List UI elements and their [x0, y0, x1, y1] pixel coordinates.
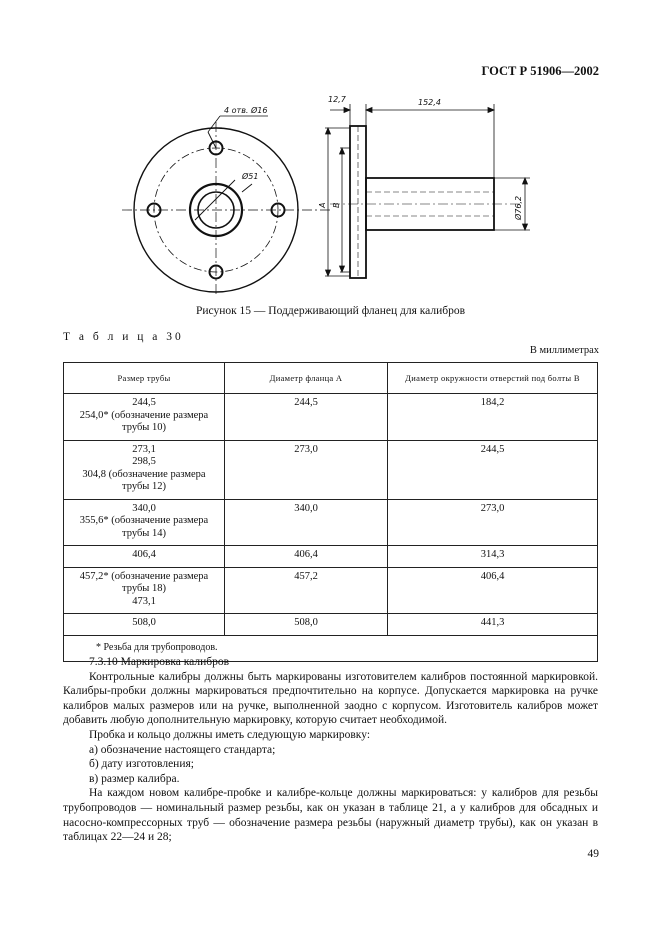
thickness-label: 12,7 [328, 95, 346, 104]
cell-line: 355,6* (обозначение размера [79, 515, 209, 526]
cell-line: трубы 18) [122, 583, 166, 594]
cell-pipe-size [64, 499, 225, 546]
cell-line: 406,4 [132, 549, 156, 560]
cell-bolt-circle: 244,5 [388, 440, 598, 499]
length-label: 152,4 [418, 98, 441, 107]
holes-label: 4 отв. Ø16 [224, 106, 268, 115]
data-table [63, 362, 598, 662]
cell-flange-diameter: 340,0 [225, 499, 388, 546]
cell-flange-diameter: 406,4 [225, 546, 388, 568]
cell-pipe-size [64, 614, 225, 636]
flange-drawing [120, 92, 540, 297]
header-bolt-circle: Диаметр окружности отверстий под болты B [388, 363, 598, 394]
cell-flange-diameter: 457,2 [225, 567, 388, 614]
table-row [64, 440, 598, 499]
table-header-row [64, 363, 598, 394]
cell-line: 298,5 [132, 456, 156, 467]
list-item: в) размер калибра. [89, 772, 180, 785]
table-row [64, 499, 598, 546]
cell-line: 254,0* (обозначение размера [79, 409, 209, 421]
cell-bolt-circle: 406,4 [388, 567, 598, 614]
page-header: ГОСТ Р 51906—2002 [481, 64, 599, 78]
table-footnote: * Резьба для трубопроводов. [64, 635, 598, 662]
paragraph-3: На каждом новом калибре-пробке и калибре-кольце должны маркироваться: у калибров для резьбы трубопроводов — номинальный размер резьбы, как он указан в таблице 21, а у калибров для обсадных и насосно-компрессорных труб — обозначение размера резьбы (наружный диаметр трубы), как он указан в таблицах 22—24 и 28; [63, 787, 598, 844]
paragraph-1: Контрольные калибры должны быть маркированы изготовителем калибров постоянной маркировкой. Калибры-пробки должны маркироваться предпочтительно на корпусе. Допускается маркировка на ручке калибров малых размеров или на ручке, выполненной заодно с корпусом. Изготовитель калибров может добавить любую дополнительную маркировку, которую считает необходимой. [63, 670, 598, 727]
table-label: Т а б л и ц а 30 [63, 331, 184, 343]
cell-pipe-size [64, 440, 225, 499]
table-row [64, 614, 598, 636]
cell-pipe-size [64, 394, 225, 441]
units-note: В миллиметрах [529, 345, 599, 356]
cell-pipe-size [64, 567, 225, 614]
cell-bolt-circle: 314,3 [388, 546, 598, 568]
figure-caption: Рисунок 15 — Поддерживающий фланец для калибров [195, 305, 466, 317]
bore-label: Ø51 [242, 172, 259, 181]
cell-flange-diameter: 273,0 [225, 440, 388, 499]
list-item: а) обозначение настоящего стандарта; [89, 743, 276, 756]
cell-line: 244,5 [132, 397, 156, 408]
page-number: 49 [587, 848, 599, 860]
cell-bolt-circle: 273,0 [388, 499, 598, 546]
header-pipe-size: Размер трубы [64, 363, 225, 394]
cell-line: 340,0 [132, 502, 156, 514]
cell-flange-diameter: 508,0 [225, 614, 388, 636]
section-title: 7.3.10 Маркировка калибров [89, 656, 230, 668]
cell-bolt-circle: 441,3 [388, 614, 598, 636]
paragraph-2: Пробка и кольцо должны иметь следующую маркировку: [89, 728, 371, 741]
dim-b-label: B [332, 202, 341, 208]
cell-line: 304,8 (обозначение размера [82, 468, 206, 480]
table-row [64, 567, 598, 614]
cell-line: трубы 12) [122, 481, 166, 492]
cell-line: 273,1 [132, 443, 156, 455]
dim-a-label: A [318, 202, 327, 208]
cell-pipe-size [64, 546, 225, 568]
cell-line: трубы 14) [122, 527, 166, 539]
cell-line: 457,2* (обозначение размера [79, 570, 209, 582]
body-text [63, 655, 598, 845]
table-row [64, 546, 598, 568]
list-item: б) дату изготовления; [89, 758, 194, 771]
cell-bolt-circle: 184,2 [388, 394, 598, 441]
cell-line: 473,1 [132, 595, 156, 607]
header-flange-diameter: Диаметр фланца A [225, 363, 388, 394]
cell-line: 508,0 [132, 617, 156, 628]
cell-flange-diameter: 244,5 [225, 394, 388, 441]
table-row [64, 394, 598, 441]
pipe-diameter-label: Ø76,2 [514, 195, 523, 220]
cell-line: трубы 10) [122, 422, 166, 433]
